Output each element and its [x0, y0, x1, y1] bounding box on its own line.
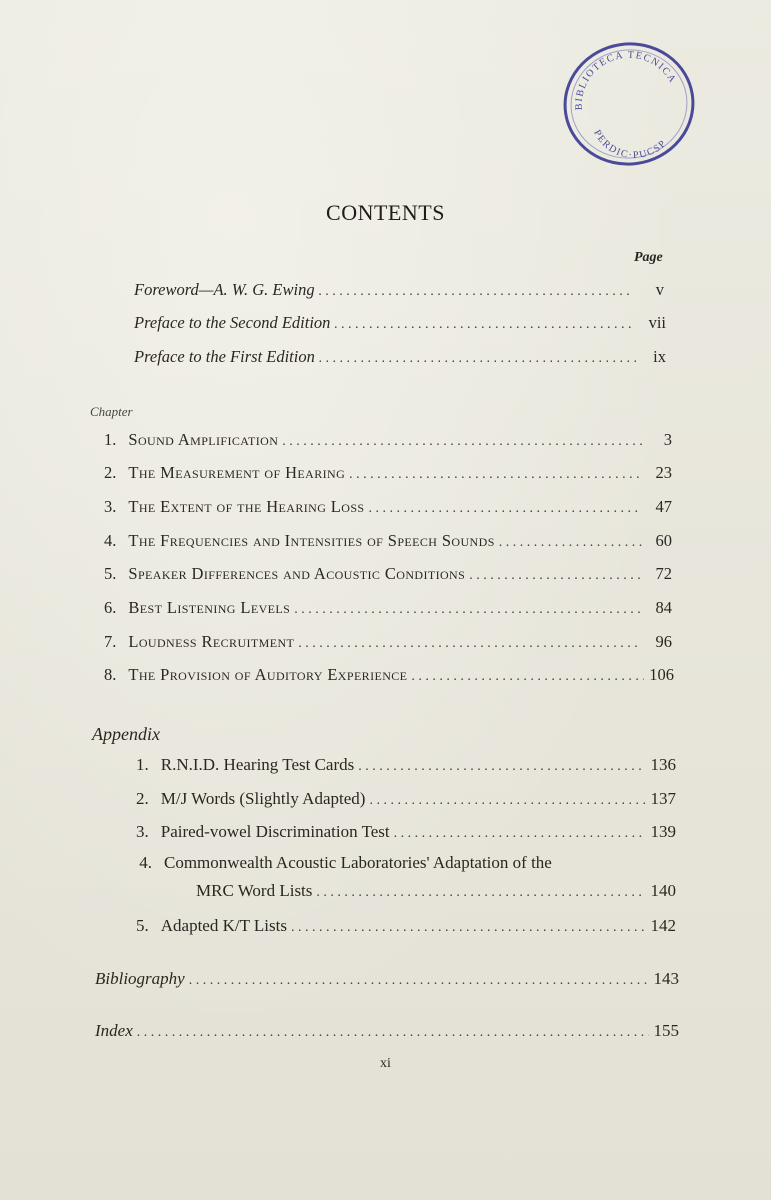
stamp-bottom-text: PERDIC·PUCSP: [591, 128, 670, 162]
entry-label: Best Listening Levels: [128, 598, 291, 617]
entry-page: 3: [663, 430, 672, 449]
page-column-heading: Page: [634, 250, 663, 265]
entry-page: 137: [650, 789, 676, 808]
entry-page: 60: [655, 531, 672, 550]
entry-page: 106: [649, 665, 674, 684]
leader-dots: [369, 793, 646, 809]
leader-dots: [394, 826, 646, 842]
entry-page: 143: [653, 969, 679, 988]
entry-number: 2.: [104, 463, 117, 482]
leader-dots: [291, 920, 646, 936]
entry-number: 5.: [104, 564, 117, 583]
entry-page: 136: [650, 755, 676, 774]
entry-label: Sound Amplification: [128, 430, 279, 449]
toc-entry-preface-second: [134, 313, 666, 337]
leader-dots: [294, 602, 642, 618]
toc-chapter-3: [104, 497, 672, 521]
entry-page: 96: [655, 632, 672, 651]
entry-label: Preface to the Second Edition: [134, 313, 331, 332]
appendix-heading: Appendix: [92, 724, 160, 744]
entry-number: 8.: [104, 665, 117, 684]
entry-number: 3.: [104, 497, 117, 516]
leader-dots: [358, 759, 646, 775]
entry-page: ix: [653, 347, 666, 366]
toc-chapter-8: [104, 665, 674, 689]
toc-entry-index: [95, 1021, 679, 1045]
leader-dots: [334, 317, 636, 333]
entry-page: 72: [655, 564, 672, 583]
entry-label: Bibliography: [95, 969, 185, 988]
leader-dots: [298, 636, 642, 652]
entry-number: 5.: [136, 916, 149, 935]
entry-label: The Extent of the Hearing Loss: [128, 497, 365, 516]
toc-appendix-3: [136, 822, 676, 846]
leader-dots: [189, 973, 649, 989]
toc-appendix-1: [136, 755, 676, 779]
entry-number: 7.: [104, 632, 117, 651]
leader-dots: [282, 434, 642, 450]
toc-entry-preface-first: [134, 347, 666, 371]
entry-label: Adapted K/T Lists: [160, 916, 287, 935]
entry-number: 6.: [104, 598, 117, 617]
leader-dots: [499, 535, 642, 551]
entry-page: vii: [648, 313, 666, 332]
entry-page: 155: [653, 1021, 679, 1040]
library-stamp: [560, 40, 698, 172]
entry-page: 140: [650, 881, 676, 900]
entry-label: Speaker Differences and Acoustic Conditions: [128, 564, 466, 583]
leader-dots: [411, 669, 644, 685]
entry-label: R.N.I.D. Hearing Test Cards: [160, 755, 355, 774]
toc-entry-bibliography: [95, 969, 679, 993]
entry-label: Foreword—A. W. G. Ewing: [134, 280, 315, 299]
entry-label: Paired-vowel Discrimination Test: [160, 822, 390, 841]
stamp-top-text: BIBLIOTECA TECNICA: [573, 49, 679, 111]
toc-chapter-6: [104, 598, 672, 622]
entry-number: 3.: [136, 822, 149, 841]
page-folio: xi: [380, 1056, 391, 1071]
entry-label: Commonwealth Acoustic Laboratories' Adaptation of the: [164, 853, 552, 872]
toc-chapter-1: [104, 430, 672, 454]
entry-label: Loudness Recruitment: [128, 632, 295, 651]
entry-label: Preface to the First Edition: [134, 347, 315, 366]
toc-chapter-5: [104, 564, 672, 588]
entry-page: v: [655, 280, 664, 299]
entry-label: M/J Words (Slightly Adapted): [160, 789, 366, 808]
entry-page: 23: [655, 463, 672, 482]
entry-number: 4.: [139, 853, 152, 872]
entry-label: The Provision of Auditory Experience: [128, 665, 408, 684]
entry-page: 84: [655, 598, 672, 617]
leader-dots: [319, 284, 634, 300]
toc-chapter-4: [104, 531, 672, 555]
entry-page: 139: [650, 822, 676, 841]
toc-appendix-4: [136, 853, 676, 877]
entry-number: 1.: [104, 430, 117, 449]
leader-dots: [316, 885, 646, 901]
entry-page: 47: [655, 497, 672, 516]
leader-dots: [368, 501, 642, 517]
entry-label: The Measurement of Hearing: [128, 463, 346, 482]
entry-label: The Frequencies and Intensities of Speech Sounds: [128, 531, 495, 550]
contents-title: CONTENTS: [326, 200, 445, 225]
toc-appendix-2: [136, 789, 676, 813]
leader-dots: [137, 1025, 649, 1041]
toc-appendix-5: [136, 916, 676, 940]
toc-appendix-4-continued: [196, 881, 676, 905]
entry-label: MRC Word Lists: [196, 881, 313, 900]
entry-page: 142: [650, 916, 676, 935]
chapter-heading: Chapter: [90, 404, 133, 419]
toc-chapter-7: [104, 632, 672, 656]
toc-chapter-2: [104, 463, 672, 487]
entry-number: 1.: [136, 755, 149, 774]
toc-entry-foreword: [134, 280, 664, 304]
leader-dots: [319, 351, 636, 367]
entry-number: 2.: [136, 789, 149, 808]
leader-dots: [469, 568, 642, 584]
entry-label: Index: [95, 1021, 133, 1040]
entry-number: 4.: [104, 531, 117, 550]
leader-dots: [349, 467, 642, 483]
